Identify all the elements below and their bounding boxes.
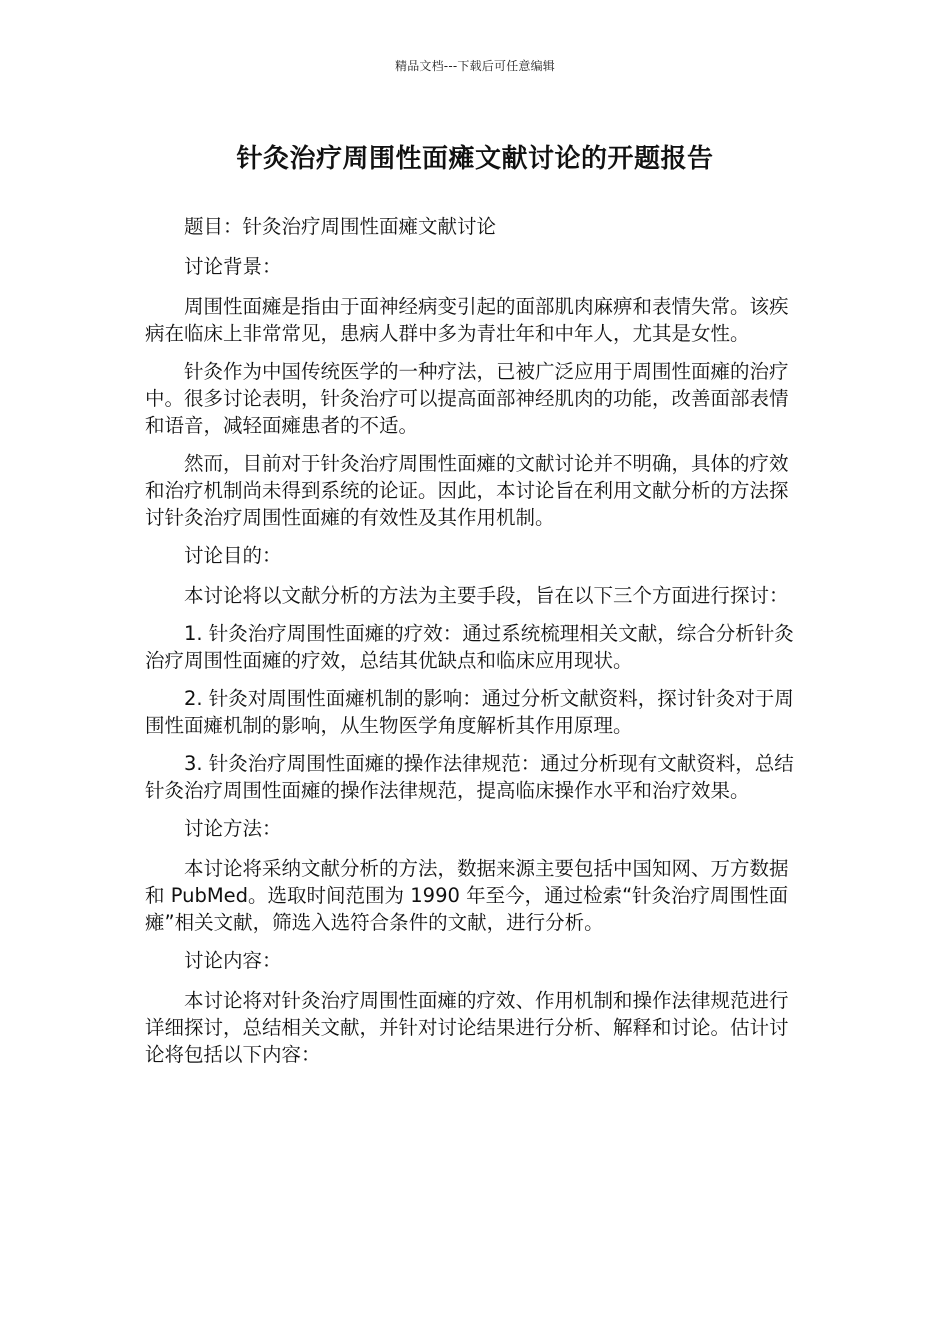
section-heading-content: 讨论内容： bbox=[184, 949, 282, 972]
document-title: 针灸治疗周围性面瘫文献讨论的开题报告 bbox=[236, 144, 714, 174]
purpose-item-3: 3. 针灸治疗周围性面瘫的操作法律规范：通过分析现有文献资料，总结针灸治疗周围性面瘫的操作法律规范，提高临床操作水平和治疗效果。 bbox=[145, 752, 794, 802]
document-body bbox=[145, 213, 805, 1079]
purpose-item-1: 1. 针灸治疗周围性面瘫的疗效：通过系统梳理相关文献，综合分析针灸治疗周围性面瘫的疗效，总结其优缺点和临床应用现状。 bbox=[145, 622, 794, 672]
topic-line: 题目：针灸治疗周围性面瘫文献讨论 bbox=[184, 215, 497, 238]
header-note: 精品文档---下载后可任意编辑 bbox=[395, 59, 555, 73]
background-paragraph-1: 周围性面瘫是指由于面神经病变引起的面部肌肉麻痹和表情失常。该疾病在临床上非常常见，患病人群中多为青壮年和中年人，尤其是女性。 bbox=[145, 295, 789, 345]
background-paragraph-3: 然而，目前对于针灸治疗周围性面瘫的文献讨论并不明确，具体的疗效和治疗机制尚未得到系统的论证。因此，本讨论旨在利用文献分析的方法探讨针灸治疗周围性面瘫的有效性及其作用机制。 bbox=[145, 452, 789, 529]
section-heading-methods: 讨论方法： bbox=[184, 817, 282, 840]
section-heading-background: 讨论背景： bbox=[184, 255, 282, 278]
purpose-item-2: 2. 针灸对周围性面瘫机制的影响：通过分析文献资料，探讨针灸对于周围性面瘫机制的影响，从生物医学角度解析其作用原理。 bbox=[145, 687, 794, 737]
content-paragraph: 本讨论将对针灸治疗周围性面瘫的疗效、作用机制和操作法律规范进行详细探讨，总结相关文献，并针对讨论结果进行分析、解释和讨论。估计讨论将包括以下内容： bbox=[145, 989, 789, 1066]
methods-paragraph: 本讨论将采纳文献分析的方法，数据来源主要包括中国知网、万方数据和 PubMed。选取时间范围为 1990 年至今，通过检索“针灸治疗周围性面瘫”相关文献，筛选入选符合条件的文献，进行分析。 bbox=[145, 857, 789, 934]
background-paragraph-2: 针灸作为中国传统医学的一种疗法，已被广泛应用于周围性面瘫的治疗中。很多讨论表明，针灸治疗可以提高面部神经肌肉的功能，改善面部表情和语音，减轻面瘫患者的不适。 bbox=[145, 360, 789, 437]
purpose-intro-paragraph: 本讨论将以文献分析的方法为主要手段，旨在以下三个方面进行探讨： bbox=[184, 584, 789, 607]
section-heading-purpose: 讨论目的： bbox=[184, 544, 282, 567]
